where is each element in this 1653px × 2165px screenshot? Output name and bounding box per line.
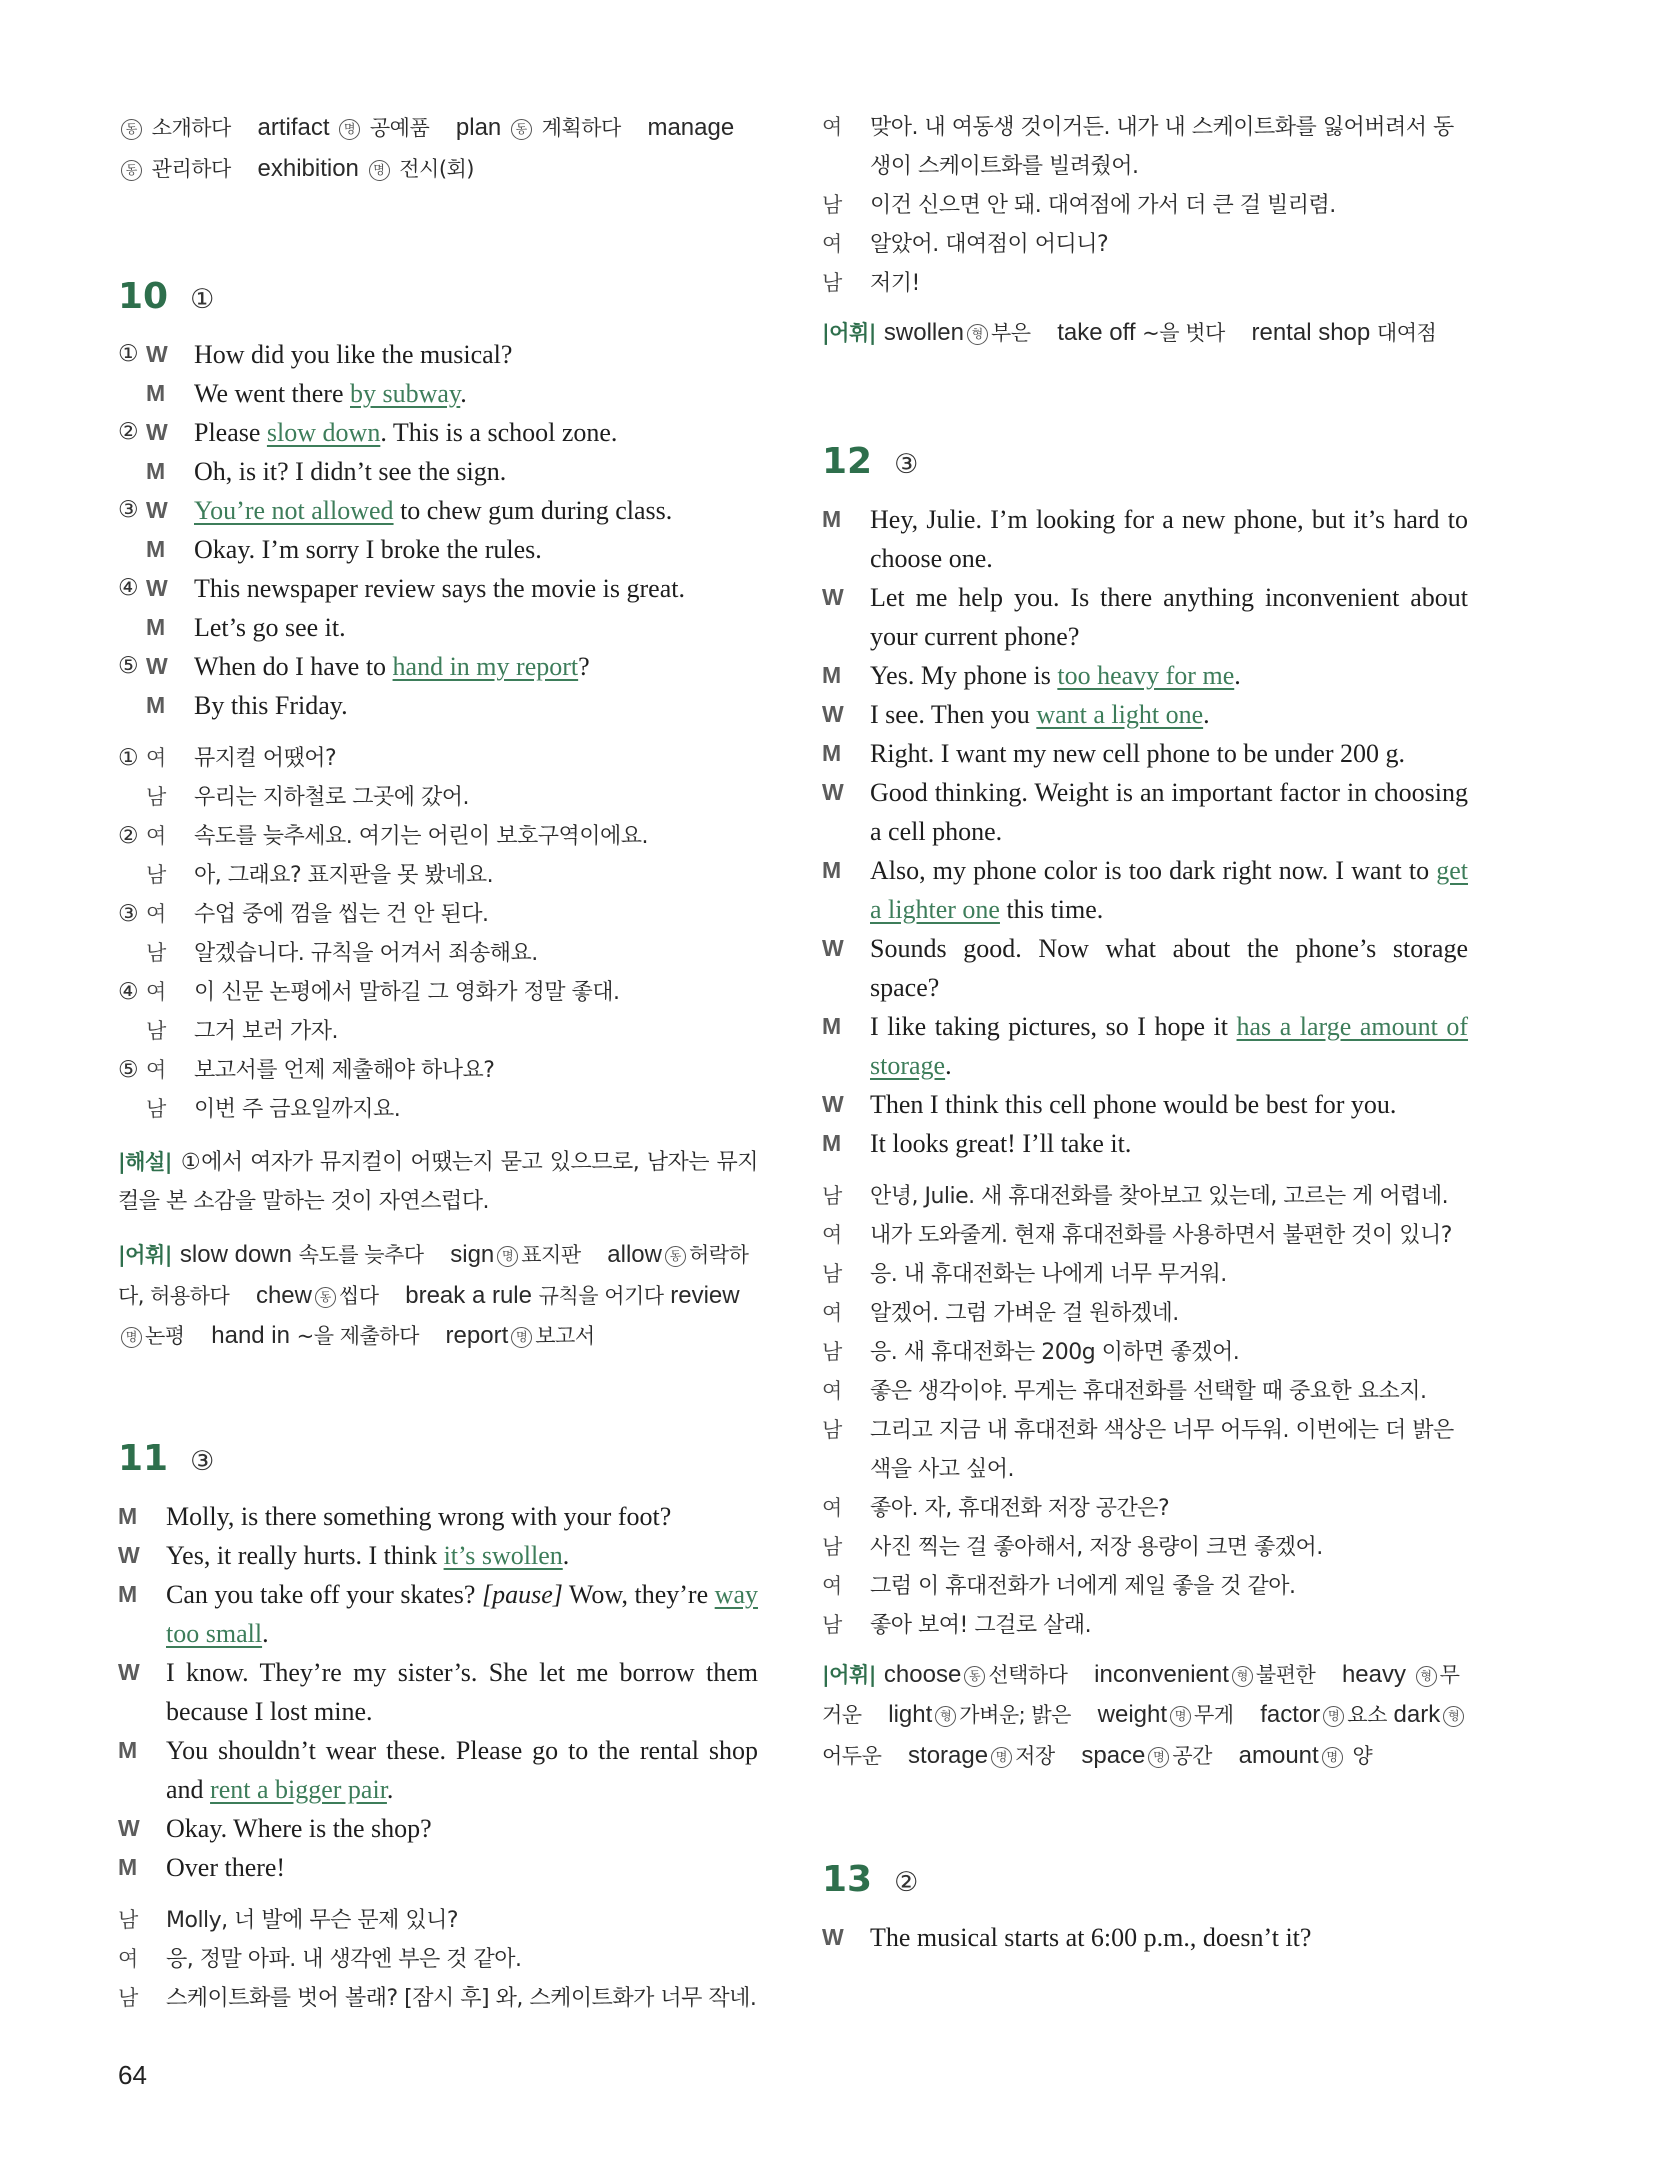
translation-line: 여 응, 정말 아파. 내 생각엔 부은 것 같아. [118,1946,522,1972]
dialogue-line: W Sounds good. Now what about the phone’s storage space? [822,933,1468,1002]
answer-underline: rent a bigger pair [210,1774,387,1804]
right-column [822,108,1468,1957]
translation-line: 남 우리는 지하철로 그곳에 갔어. [146,785,469,810]
translation-line: 여 알았어. 대여점이 어디니? [822,232,1109,257]
pos-badge: 명 [1323,1706,1344,1727]
dialogue-line: W Good thinking. Weight is an important factor in choosing a cell phone. [822,777,1468,846]
question-answer: ① [190,284,215,315]
q11-dialogue-ko-part2 [822,108,1468,303]
question-13-header [822,1858,1468,1902]
question-number: 12 [822,440,873,482]
pos-badge: 동 [121,119,142,140]
translation-line: 남 스케이트화를 벗어 볼래? [잠시 후] 와, 스케이트화가 너무 작네. [118,1985,757,2011]
answer-underline: it’s swollen [443,1540,563,1570]
dialogue-line: M Okay. I’m sorry I broke the rules. [146,535,542,564]
q12-dialogue-ko [822,1177,1468,1645]
answer-underline: want a light one [1036,699,1204,729]
dialogue-line: ④ W This newspaper review says the movie is great. [118,574,685,603]
question-answer: ③ [190,1445,215,1477]
translation-line: 남 저기! [822,271,920,296]
pos-badge: 명 [991,1747,1012,1768]
pos-badge: 명 [1170,1706,1191,1727]
vocab-tag: |어휘| [822,321,876,345]
translation-line: ⑤ 여 보고서를 언제 제출해야 하나요? [118,1057,495,1083]
dialogue-line: M By this Friday. [146,691,348,720]
pos-badge: 동 [121,160,142,181]
translation-line: ③ 여 수업 중에 껌을 씹는 건 안 된다. [118,901,489,927]
q11-dialogue-ko-part1 [118,1901,758,2018]
q11-dialogue-en [118,1497,758,1887]
dialogue-line: ② W Please slow down. This is a school zone. [118,418,618,447]
pos-badge: 동 [665,1246,686,1267]
translation-line: 남 응. 새 휴대전화는 200g 이하면 좋겠어. [822,1339,1240,1365]
pos-badge: 형 [1443,1706,1464,1727]
dialogue-line: W The musical starts at 6:00 p.m., doesn’t it? [822,1923,1312,1952]
question-number: 13 [822,1859,873,1900]
pos-badge: 명 [1148,1747,1169,1768]
dialogue-line: W Let me help you. Is there anything inconvenient about your current phone? [822,582,1468,651]
vocab-tag: |어휘| [822,1662,876,1687]
dialogue-line: M Right. I want my new cell phone to be under 200 g. [822,738,1406,768]
pos-badge: 형 [1232,1666,1253,1687]
translation-line: 여 맞아. 내 여동생 것이거든. 내가 내 스케이트화를 잃어버려서 동생이 스케이트화를 빌려줬어. [822,115,1454,179]
left-column [118,108,758,2018]
translation-line: ④ 여 이 신문 논평에서 말하길 그 영화가 정말 좋대. [118,979,620,1005]
page-number: 64 [118,2060,147,2090]
translation-line: 남 응. 내 휴대전화는 나에게 너무 무거워. [822,1261,1227,1287]
question-12-header [822,440,1468,484]
translation-line: 남 Molly, 너 발에 무슨 문제 있니? [118,1907,459,1933]
pos-badge: 명 [339,119,360,140]
pos-badge: 동 [315,1287,336,1308]
dialogue-line: M Yes. My phone is too heavy for me. [822,660,1241,690]
dialogue-line: W I see. Then you want a light one. [822,699,1210,729]
answer-underline: way too small [166,1579,758,1648]
dialogue-line: M I like taking pictures, so I hope it has a large amount of storage. [822,1011,1469,1080]
dialogue-line: W Then I think this cell phone would be best for you. [822,1089,1397,1119]
answer-underline: has a large amount of storage [870,1011,1469,1080]
translation-line: 여 좋아. 자, 휴대전화 저장 공간은? [822,1495,1170,1521]
dialogue-line: M Let’s go see it. [146,613,346,642]
dialogue-line: ⑤ W When do I have to hand in my report? [118,652,590,681]
dialogue-line: M Hey, Julie. I’m looking for a new phone, but it’s hard to choose one. [822,504,1468,573]
translation-line: 여 알겠어. 그럼 가벼운 걸 원하겠네. [822,1300,1179,1326]
translation-line: 남 그거 보러 가자. [146,1019,338,1044]
question-11-header [118,1437,758,1481]
dialogue-line: M You shouldn’t wear these. Please go to the rental shop and rent a bigger pair. [118,1735,758,1804]
question-number: 11 [118,1437,169,1479]
dialogue-line: W I know. They’re my sister’s. She let me borrow them because I lost mine. [118,1657,758,1726]
q10-explanation: |해설| ①에서 여자가 뮤지컬이 어땠는지 묻고 있으므로, 남자는 뮤지컬을 본 소감을 말하는 것이 자연스럽다. [118,1150,758,1214]
q13-dialogue-en [822,1918,1468,1957]
q11-vocab: |어휘| swollen 형 부은 take off ~을 벗다 rental shop 대여점 [822,319,1437,346]
pos-badge: 명 [497,1246,518,1267]
dialogue-line: ③ W You’re not allowed to chew gum during class. [118,496,673,525]
translation-line: 남 아, 그래요? 표지판을 못 봤네요. [146,863,494,888]
pos-badge: 형 [1416,1666,1437,1687]
dialogue-line: M Can you take off your skates? [pause] Wow, they’re way too small. [118,1579,758,1648]
translation-line: 남 안녕, Julie. 새 휴대전화를 찾아보고 있는데, 고르는 게 어렵네. [822,1183,1449,1209]
q12-vocab: |어휘| choose 동 선택하다 inconvenient 형 불편한 heavy 형 무거운 light 형 가벼운; 밝은 weight 명 무게 factor 명 요소 dark 형어두운 storage 명 저장 space 명 공간 amount 명 양 [822,1655,1468,1777]
translation-line: 남 그리고 지금 내 휴대전화 색상은 너무 어두워. 이번에는 더 밝은 색을 사고 싶어. [822,1417,1454,1482]
pos-badge: 동 [964,1666,985,1687]
pos-badge: 명 [121,1327,142,1348]
pos-badge: 형 [935,1706,956,1727]
dialogue-line: M We went there by subway. [146,379,467,408]
answer-underline: too heavy for me [1057,660,1235,690]
dialogue-line: M Oh, is it? I didn’t see the sign. [146,457,507,486]
pos-badge: 형 [967,324,988,345]
answer-underline: get a lighter one [870,855,1468,924]
vocab-top: 동 소개하다 artifact 명 공예품 plan 동 계획하다 manage 동 관리하다 exhibition 명 전시(회) [118,108,758,189]
pos-badge: 명 [369,160,390,181]
translation-line: 남 알겠습니다. 규칙을 어겨서 죄송해요. [146,941,538,966]
dialogue-line: M Also, my phone color is too dark right now. I want to get a lighter one this time. [822,855,1468,924]
translation-line: 여 좋은 생각이야. 무게는 휴대전화를 선택할 때 중요한 요소지. [822,1378,1427,1404]
dialogue-line: M Over there! [118,1852,286,1882]
q10-dialogue-en [118,335,758,725]
q10-dialogue-ko [118,739,758,1129]
pos-badge: 명 [1322,1747,1343,1768]
pos-badge: 동 [511,119,532,140]
dialogue-line: M Molly, is there something wrong with your foot? [118,1501,672,1531]
explanation-tag: |해설| [118,1150,172,1174]
answer-underline: slow down [266,418,381,447]
translation-line: 남 이건 신으면 안 돼. 대여점에 가서 더 큰 걸 빌리렴. [822,193,1336,218]
answer-underline: hand in my report [392,652,579,681]
dialogue-line: M It looks great! I’ll take it. [822,1128,1132,1158]
translation-line: 남 사진 찍는 걸 좋아해서, 저장 용량이 크면 좋겠어. [822,1534,1323,1560]
vocab-tag: |어휘| [118,1243,172,1267]
translation-line: 남 이번 주 금요일까지요. [146,1097,401,1122]
answer-underline: You’re not allowed [194,496,394,525]
question-10-header [118,275,758,319]
question-answer: ② [894,1867,919,1898]
translation-line: 남 좋아 보여! 그걸로 살래. [822,1612,1092,1638]
pos-badge: 명 [511,1327,532,1348]
dialogue-line: ① W How did you like the musical? [118,340,513,369]
answer-underline: by subway [350,379,461,408]
dialogue-line: W Yes, it really hurts. I think it’s swollen. [118,1540,570,1570]
translation-line: ② 여 속도를 늦추세요. 여기는 어린이 보호구역이에요. [118,823,649,849]
question-answer: ③ [894,448,919,480]
translation-line: ① 여 뮤지컬 어땠어? [118,745,337,771]
q10-vocab: |어휘| slow down 속도를 늦추다 sign 명 표지판 allow 동 허락하다, 허용하다 chew 동 씹다 break a rule 규칙을 어기다 review명 논평 hand in ~을 제출하다 report 명 보고서 [118,1241,749,1349]
dialogue-line: W Okay. Where is the shop? [118,1813,432,1843]
translation-line: 여 내가 도와줄게. 현재 휴대전화를 사용하면서 불편한 것이 있니? [822,1222,1452,1248]
q12-dialogue-en [822,500,1468,1163]
question-number: 10 [118,276,169,317]
translation-line: 여 그럼 이 휴대전화가 너에게 제일 좋을 것 같아. [822,1573,1296,1599]
